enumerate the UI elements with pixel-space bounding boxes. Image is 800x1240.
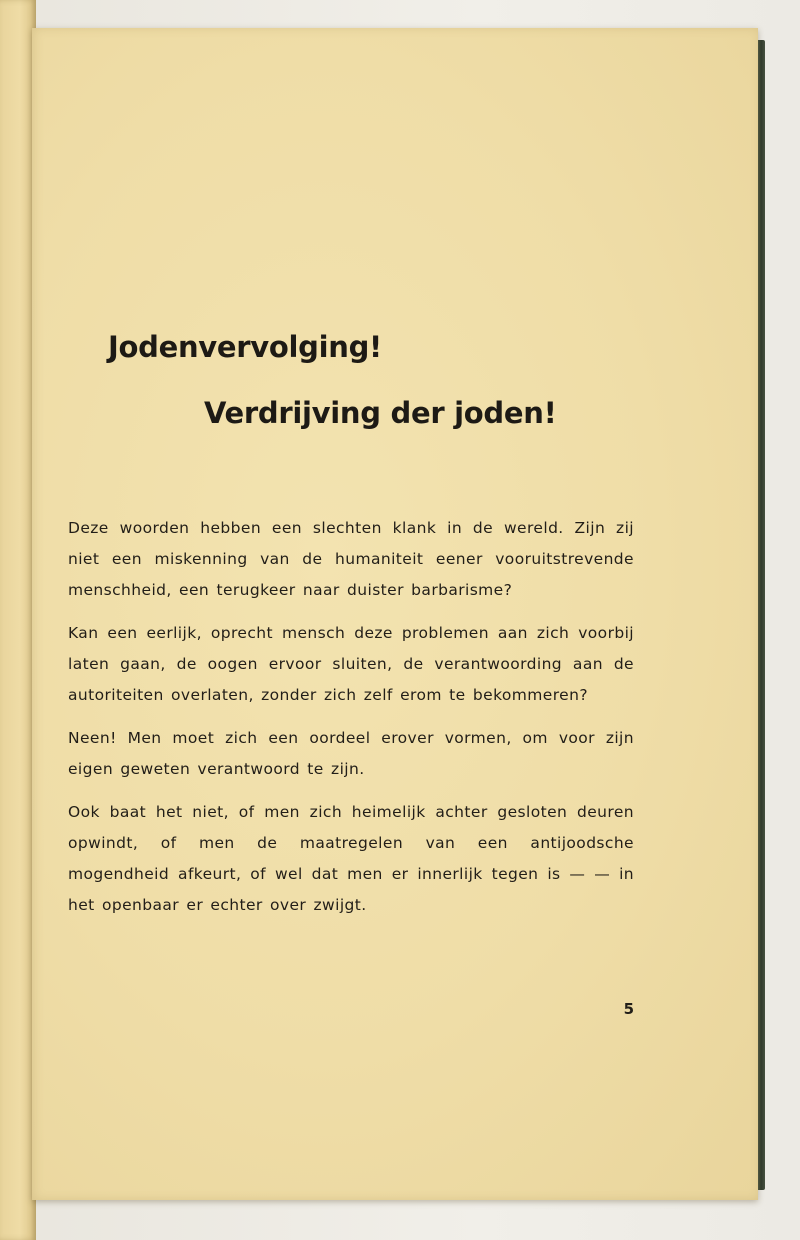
heading-jodenvervolging: Jodenvervolging! <box>108 330 382 364</box>
page-number: 5 <box>623 1000 634 1018</box>
left-page-edge <box>0 0 36 1240</box>
paragraph-3: Neen! Men moet zich een oordeel erover vormen, om voor zijn eigen geweten verantwoord te zijn. <box>68 729 634 778</box>
heading-verdrijving: Verdrijving der joden! <box>204 396 557 430</box>
paragraph-4: Ook baat het niet, of men zich heimelijk achter gesloten deuren opwindt, of men de maatregelen van een antijoodsche mogendheid afkeurt, of wel dat men er innerlijk tegen is — — in het openbaar er echter over zwijgt. <box>68 803 634 914</box>
body-text <box>68 513 634 933</box>
paragraph-1: Deze woorden hebben een slechten klank in de wereld. Zijn zij niet een miskenning van de humaniteit eener vooruitstrevende menschheid, een terugkeer naar duister barbarisme? <box>68 519 634 599</box>
book-page <box>32 28 758 1200</box>
paragraph-2: Kan een eerlijk, oprecht mensch deze problemen aan zich voorbij laten gaan, de oogen ervoor sluiten, de verantwoording aan de autoriteiten overlaten, zonder zich zelf erom te bekommeren? <box>68 624 634 704</box>
